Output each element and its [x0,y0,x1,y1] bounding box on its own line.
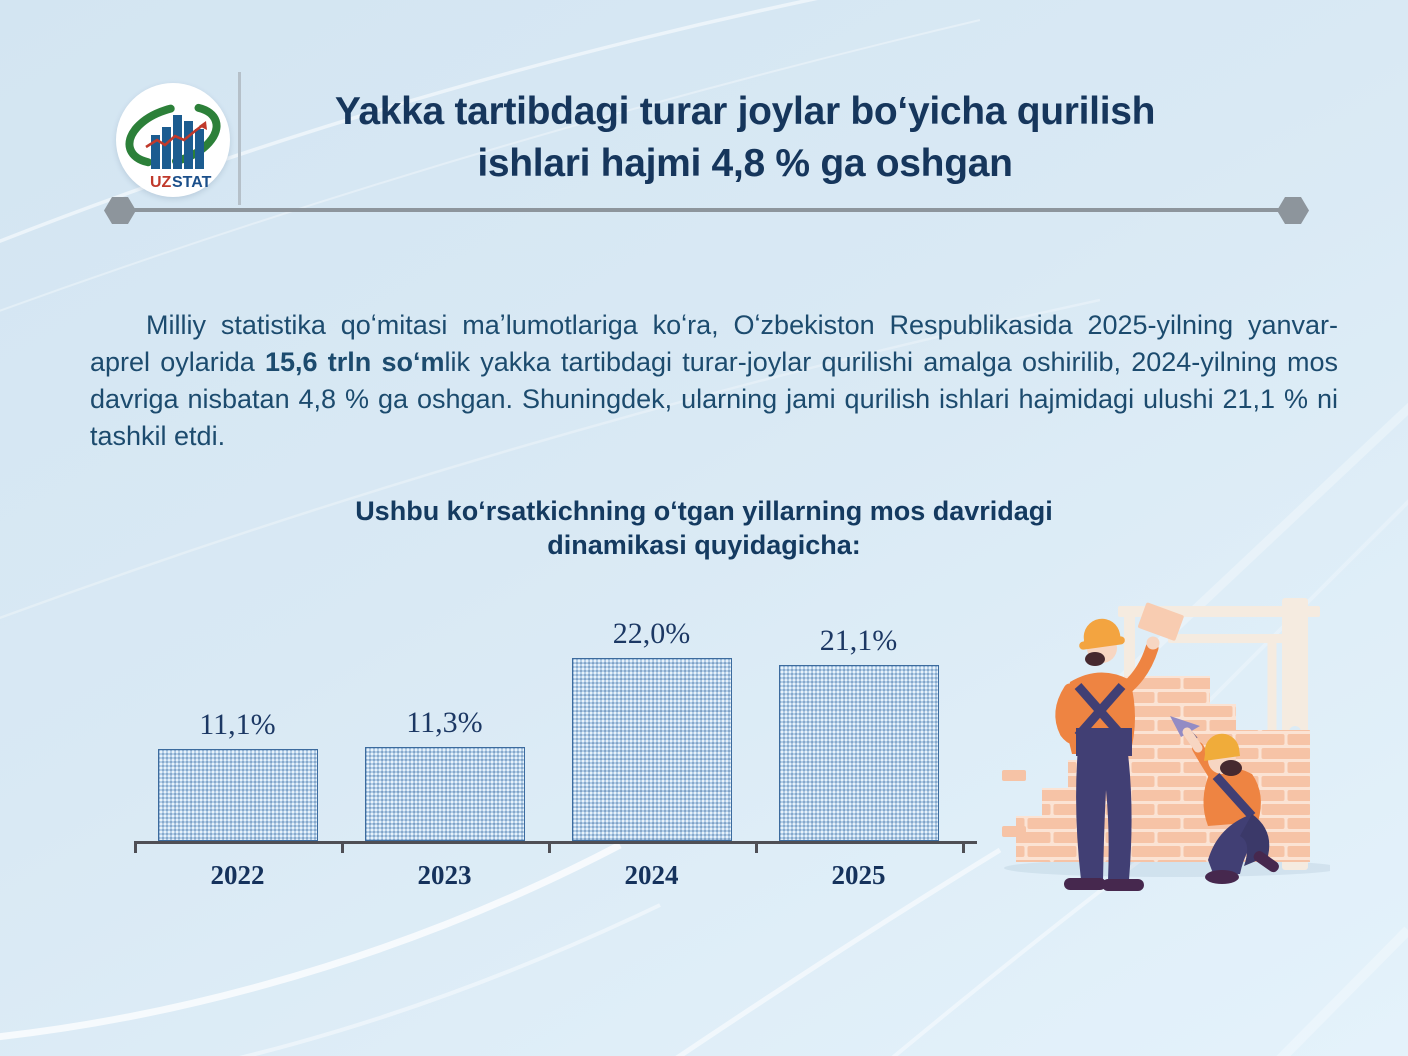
chart-category-label: 2023 [417,860,472,890]
bar-chart [134,598,1034,898]
paragraph-segment-bold: 15,6 trln soʻm [265,347,445,377]
chart-bar [779,665,939,841]
header-vertical-divider [238,72,241,205]
chart-slot [755,624,962,841]
page-title-line1: Yakka tartibdagi turar joylar boʻyicha qurilish [334,90,1156,133]
axis-tick [962,844,965,853]
construction-workers-illustration [1000,578,1330,908]
chart-bar [365,747,525,841]
chart-subtitle [134,494,1274,562]
chart-bar [572,658,732,841]
header-rule-left-hexagon [104,197,136,224]
page-title-line2: ishlari hajmi 4,8 % ga oshgan [477,142,1013,185]
axis-tick [134,844,137,853]
logo-graphic-icon [116,83,230,197]
chart-slot [548,617,755,841]
axis-tick [548,844,551,853]
paragraph-segment: lik yakka tartibdagi turar-joylar qurilishi amalga oshirilib, 2024-yilning mos davriga nisbatan 4,8 % ga oshgan. Shuningdek, ularning jami qurilish ishlari hajmidagi ulushi 21,1 % ni tashkil etdi. [90,347,1339,451]
chart-category-label: 2025 [831,860,886,890]
logo-uz-text: UZ [150,174,172,191]
chart-bar [158,749,318,841]
page-title [250,86,1240,190]
chart-value-label: 11,3% [406,706,483,739]
bar-chart-plot [134,598,962,841]
chart-subtitle-line2: dinamikasi quyidagicha: [547,530,861,560]
logo-stat-text: STAT [172,174,212,191]
chart-category-label: 2024 [624,860,679,890]
bar-chart-category-labels [134,860,962,891]
chart-value-label: 22,0% [612,617,691,650]
axis-tick [755,844,758,853]
chart-slot [341,706,548,841]
chart-value-label: 11,1% [199,708,276,741]
bar-chart-x-axis [134,841,977,844]
header-rule-right-hexagon [1277,197,1309,224]
paragraph-segment: Milliy statistika qoʻmitasi maʼlumotlariga koʻra, Oʻzbekiston Respublikasida 2025-yilning yanvar-aprel oylarida [90,310,1338,377]
uzstat-logo [116,83,230,197]
chart-category-label: 2022 [210,860,265,890]
body-paragraph [90,307,1338,455]
chart-slot [134,708,341,841]
chart-value-label: 21,1% [819,624,898,657]
chart-subtitle-line1: Ushbu koʻrsatkichning oʻtgan yillarning mos davridagi [355,496,1053,526]
axis-tick [341,844,344,853]
header-rule [120,208,1294,212]
